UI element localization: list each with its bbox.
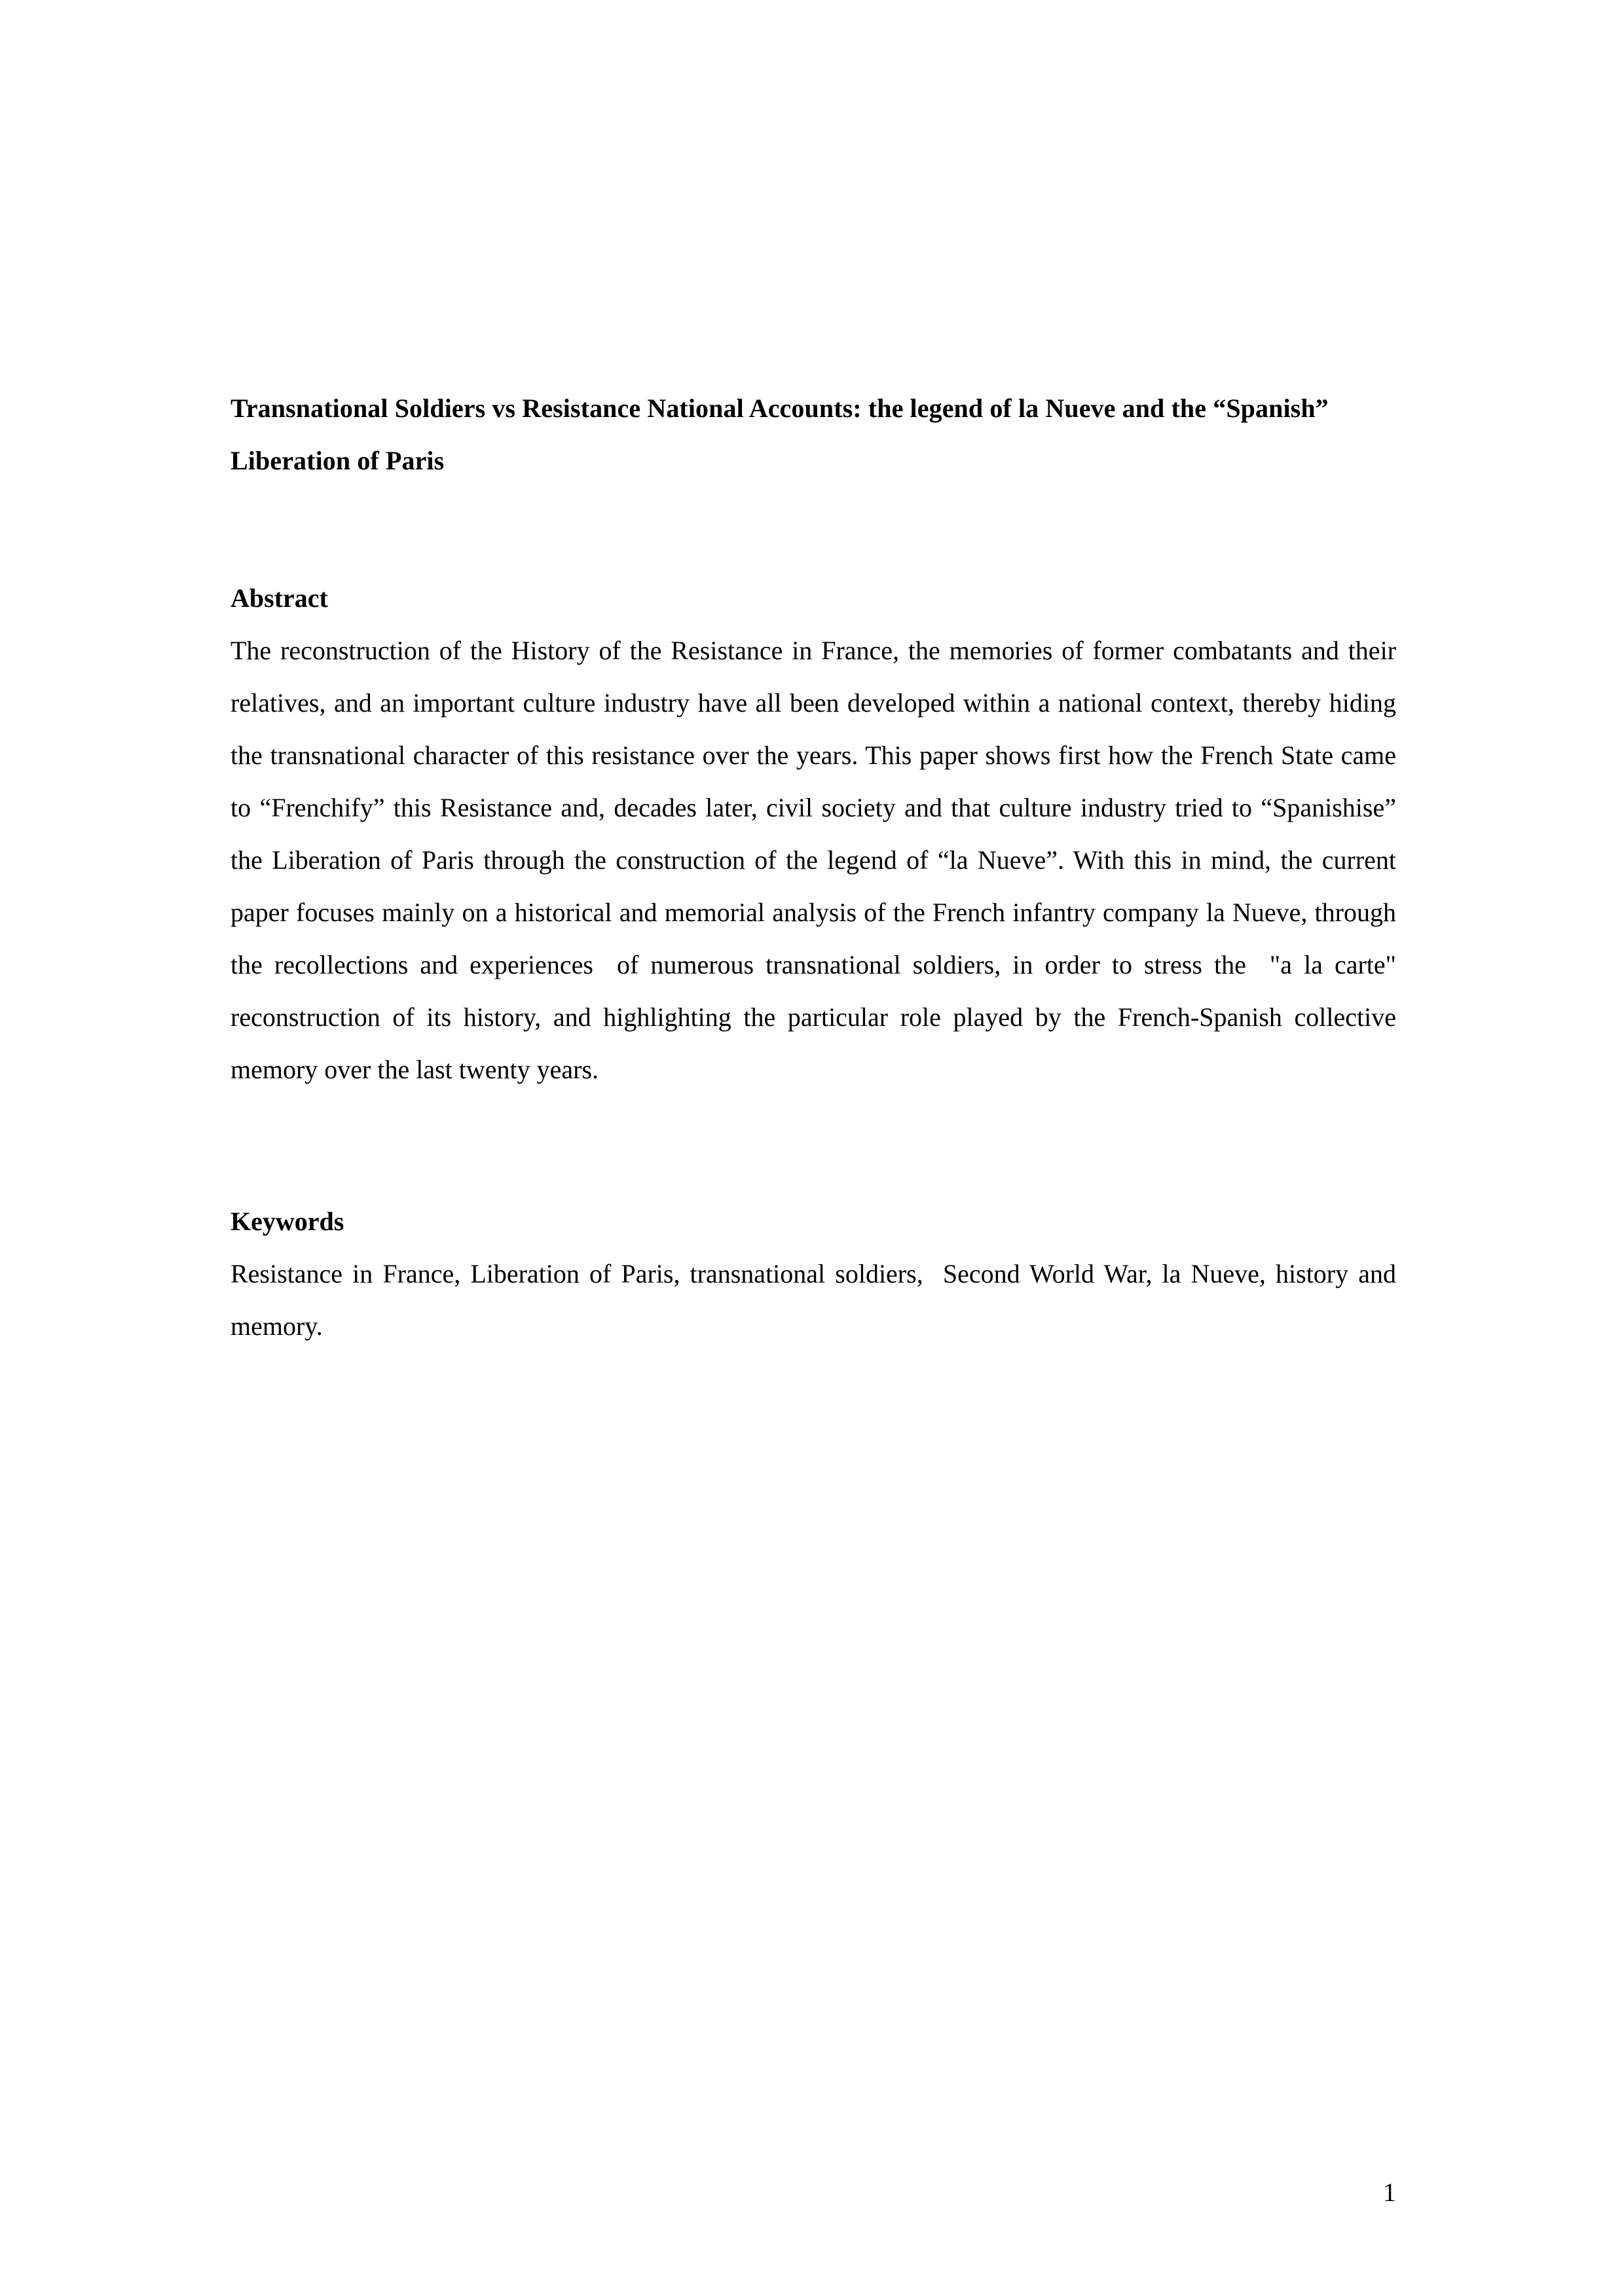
keywords-heading: Keywords	[231, 1207, 344, 1236]
abstract-keywords-spacer	[231, 1096, 1396, 1195]
title-abstract-spacer	[231, 487, 1396, 572]
keywords-body: Resistance in France, Liberation of Paris, transnational soldiers, Second World War, la Nueve, history and memory.	[231, 1259, 1403, 1341]
abstract-heading: Abstract	[231, 583, 328, 613]
page-title: Transnational Soldiers vs Resistance National Accounts: the legend of la Nueve and the “Spanish” Liberation of Paris	[231, 393, 1329, 475]
page-number: 1	[1383, 2178, 1396, 2207]
page-content	[231, 382, 1403, 1353]
abstract-body: The reconstruction of the History of the Resistance in France, the memories of former combatants and their relatives, and an important culture industry have all been developed within a national context, thereby hiding the transnational character of this resistance over the years. This paper shows first how the French State came to “Frenchify” this Resistance and, decades later, civil society and that culture industry tried to “Spanishise” the Liberation of Paris through the construction of the legend of “la Nueve”. With this in mind, the current paper focuses mainly on a historical and memorial analysis of the French infantry company la Nueve, through the recollections and experiences of numerous transnational soldiers, in order to stress the "a la carte" reconstruction of its history, and highlighting the particular role played by the French-Spanish collective memory over the last twenty years.	[231, 636, 1403, 1084]
